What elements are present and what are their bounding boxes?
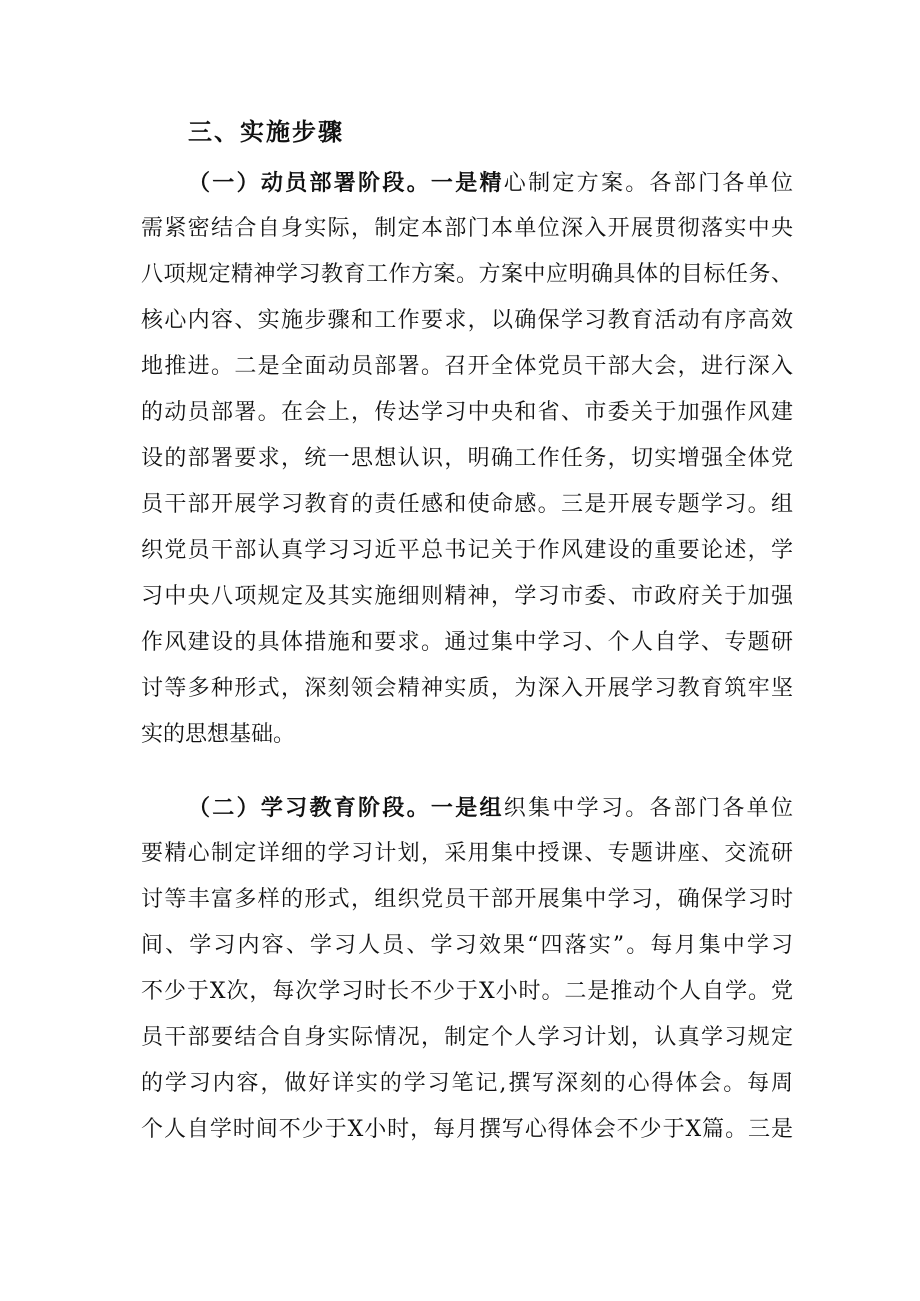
paragraph-line: 不少于X次，每次学习时长不少于X小时。二是推动个人自学。党 — [141, 979, 793, 1004]
section-label: （二）学习教育阶段。一是组 — [188, 795, 504, 821]
paragraph-line: 作风建设的具体措施和要求。通过集中学习、个人自学、专题研 — [141, 630, 793, 655]
paragraph-line: 设的部署要求，统一思想认识，明确工作任务，切实增强全体党 — [141, 446, 793, 471]
paragraph-line: 需紧密结合自身实际，制定本部门本单位深入开展贯彻落实中央 — [141, 216, 793, 241]
section-heading: 三、实施步骤 — [188, 117, 344, 146]
paragraph-line: 的学习内容，做好详实的学习笔记,撰写深刻的心得体会。每周 — [141, 1071, 793, 1096]
paragraph-line: 地推进。二是全面动员部署。召开全体党员干部大会，进行深入 — [141, 354, 793, 379]
paragraph-line — [188, 163, 793, 204]
paragraph-line — [188, 788, 793, 829]
paragraph-line: 个人自学时间不少于X小时，每月撰写心得体会不少于X篇。三是 — [141, 1117, 793, 1142]
paragraph-line: 讨等多种形式，深刻领会精神实质，为深入开展学习教育筑牢坚 — [141, 676, 793, 701]
paragraph-line: 习中央八项规定及其实施细则精神，学习市委、市政府关于加强 — [141, 584, 793, 609]
section-label: （一）动员部署阶段。一是精 — [188, 170, 504, 196]
paragraph-line: 员干部要结合自身实际情况，制定个人学习计划，认真学习规定 — [141, 1025, 793, 1050]
paragraph-line: 八项规定精神学习教育工作方案。方案中应明确具体的目标任务、 — [141, 262, 793, 287]
paragraph-line: 实的思想基础。 — [141, 722, 296, 747]
line-text: 织集中学习。各部门各单位 — [503, 796, 793, 821]
paragraph-line: 要精心制定详细的学习计划，采用集中授课、专题讲座、交流研 — [141, 841, 793, 866]
paragraph-line: 员干部开展学习教育的责任感和使命感。三是开展专题学习。组 — [141, 492, 793, 517]
paragraph-line: 间、学习内容、学习人员、学习效果“四落实”。每月集中学习 — [141, 933, 793, 958]
line-text: 心制定方案。各部门各单位 — [503, 171, 793, 196]
paragraph-line: 讨等丰富多样的形式，组织党员干部开展集中学习，确保学习时 — [141, 887, 793, 912]
paragraph-line: 的动员部署。在会上，传达学习中央和省、市委关于加强作风建 — [141, 400, 793, 425]
paragraph-line: 织党员干部认真学习习近平总书记关于作风建设的重要论述，学 — [141, 538, 793, 563]
paragraph-line: 核心内容、实施步骤和工作要求，以确保学习教育活动有序高效 — [141, 308, 793, 333]
